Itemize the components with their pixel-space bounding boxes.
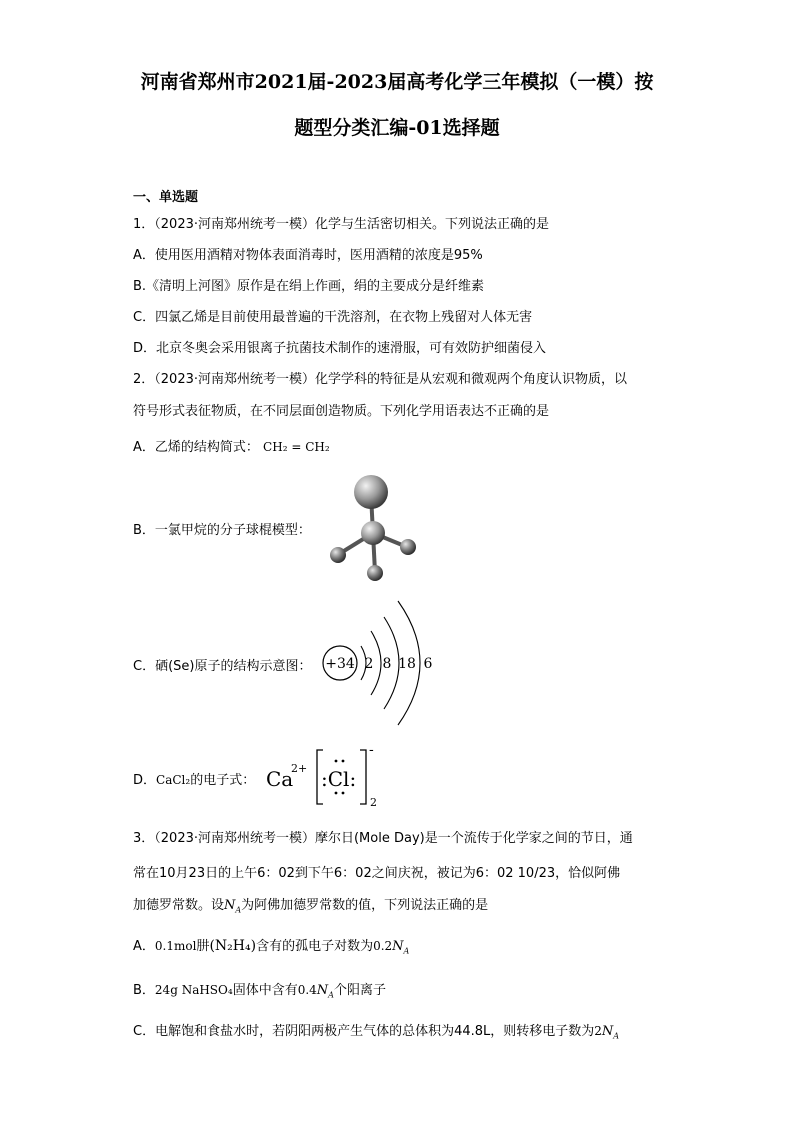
q3-a-substance: 肼 (196, 939, 210, 954)
avogadro-symbol: $N_A$ (224, 898, 242, 915)
chlorine-symbol: :Cl: (321, 767, 357, 791)
electron-dot (335, 760, 338, 763)
electron-dot (342, 792, 345, 795)
carbon-ball (361, 521, 385, 545)
q3-stem-line2: 常在10月23日的上午6：02到下午6：02之间庆祝，被记为6：02 10/23，恰似阿佛 (133, 866, 621, 881)
q2-a-label: A．乙烯的结构简式： (133, 440, 259, 455)
section-heading: 一、单选题 (133, 190, 199, 205)
cacl2-formula: CaCl₂ (156, 773, 191, 787)
q3-a-value: 0.2 (373, 939, 393, 953)
q3-c-value: 2 (594, 1024, 602, 1038)
q3-b-substance: 24g NaHSO₄ (154, 983, 233, 997)
q2-option-d-label (133, 769, 255, 788)
doc-title-line1: 河南省郑州市2021届-2023届高考化学三年模拟（一模）按 (140, 71, 654, 93)
q3-stem-line1: 3．（2023·河南郑州统考一模）摩尔日(Mole Day)是一个流传于化学家之间的节日，通 (133, 831, 633, 846)
q1-stem: 1．（2023·河南郑州统考一模）化学与生活密切相关。下列说法正确的是 (133, 217, 549, 232)
q3-a-text: 含有的孤电子对数为 (256, 939, 374, 954)
hydrogen-ball-bottom (367, 565, 383, 581)
q3-a-letter: A． (133, 939, 155, 954)
q2-d-prefix: D． (133, 773, 157, 788)
shell-count-3: 18 (398, 656, 416, 672)
shell-count-4: 6 (423, 656, 433, 672)
q2-option-c-label: C．硒(Se)原子的结构示意图： (133, 659, 312, 674)
electron-dot (335, 792, 338, 795)
q3-stem3-part2: 为阿佛加德罗常数的值，下列说法正确的是 (241, 898, 489, 913)
q3-b-text2: 个阳离子 (333, 983, 386, 998)
q3-a-amount: 0.1mol (154, 939, 197, 953)
chloromethane-ball-stick-model (318, 470, 428, 585)
shell-count-2: 8 (382, 656, 392, 672)
q2-option-b-label: B．一氯甲烷的分子球棍模型： (133, 523, 311, 538)
q3-b-letter: B． (133, 983, 155, 998)
right-bracket (360, 750, 366, 804)
ethylene-formula: CH₂ = CH₂ (263, 440, 330, 454)
q1-option-d: D．北京冬奥会采用银离子抗菌技术制作的速滑服，可有效防护细菌侵入 (133, 341, 547, 356)
q3-b-value: 0.4 (297, 983, 317, 997)
hydrazine-formula: (N₂H₄) (209, 938, 257, 954)
avogadro-symbol: $N_A$ (601, 1024, 620, 1041)
q1-option-b: B.《清明上河图》原作是在绢上作画，绢的主要成分是纤维素 (133, 279, 485, 294)
q3-c-text: C．电解饱和食盐水时，若阴阳两极产生气体的总体积为44.8L，则转移电子数为 (133, 1024, 595, 1039)
q3-stem3-part1: 加德罗常数。设 (133, 898, 225, 913)
q2-d-suffix: 的电子式： (190, 773, 256, 788)
q3-b-text: 固体中含有 (232, 983, 298, 998)
calcium-symbol: Ca (266, 767, 294, 791)
doc-title-line2: 题型分类汇编-01选择题 (294, 117, 500, 139)
q1-option-c: C．四氯乙烯是目前使用最普遍的干洗溶剂，在衣物上残留对人体无害 (133, 310, 533, 325)
q2-option-a (133, 436, 330, 455)
electron-dot (342, 760, 345, 763)
avogadro-symbol: $N_A$ (316, 983, 334, 1000)
chloride-count: 2 (370, 796, 377, 809)
q3-stem-line3 (133, 894, 488, 915)
selenium-atom-structure-diagram (318, 598, 443, 728)
q2-stem-line1: 2．（2023·河南郑州统考一模）化学学科的特征是从宏观和微观两个角度认识物质，以 (133, 372, 627, 387)
cacl2-electron-formula (263, 742, 393, 812)
q3-option-b (133, 979, 386, 1000)
hydrogen-ball-right (400, 539, 416, 555)
chloride-charge: - (369, 742, 374, 758)
q3-option-c (133, 1020, 619, 1041)
q1-option-a: A．使用医用酒精对物体表面消毒时，医用酒精的浓度是95% (133, 248, 483, 263)
nucleus-charge: +34 (325, 656, 355, 672)
avogadro-symbol: $N_A$ (392, 939, 410, 956)
chlorine-ball (354, 475, 388, 509)
hydrogen-ball-left (330, 547, 346, 563)
calcium-charge: 2+ (291, 762, 308, 775)
shell-count-1: 2 (364, 656, 374, 672)
q2-stem-line2: 符号形式表征物质，在不同层面创造物质。下列化学用语表达不正确的是 (133, 404, 550, 419)
q3-option-a (133, 935, 409, 956)
